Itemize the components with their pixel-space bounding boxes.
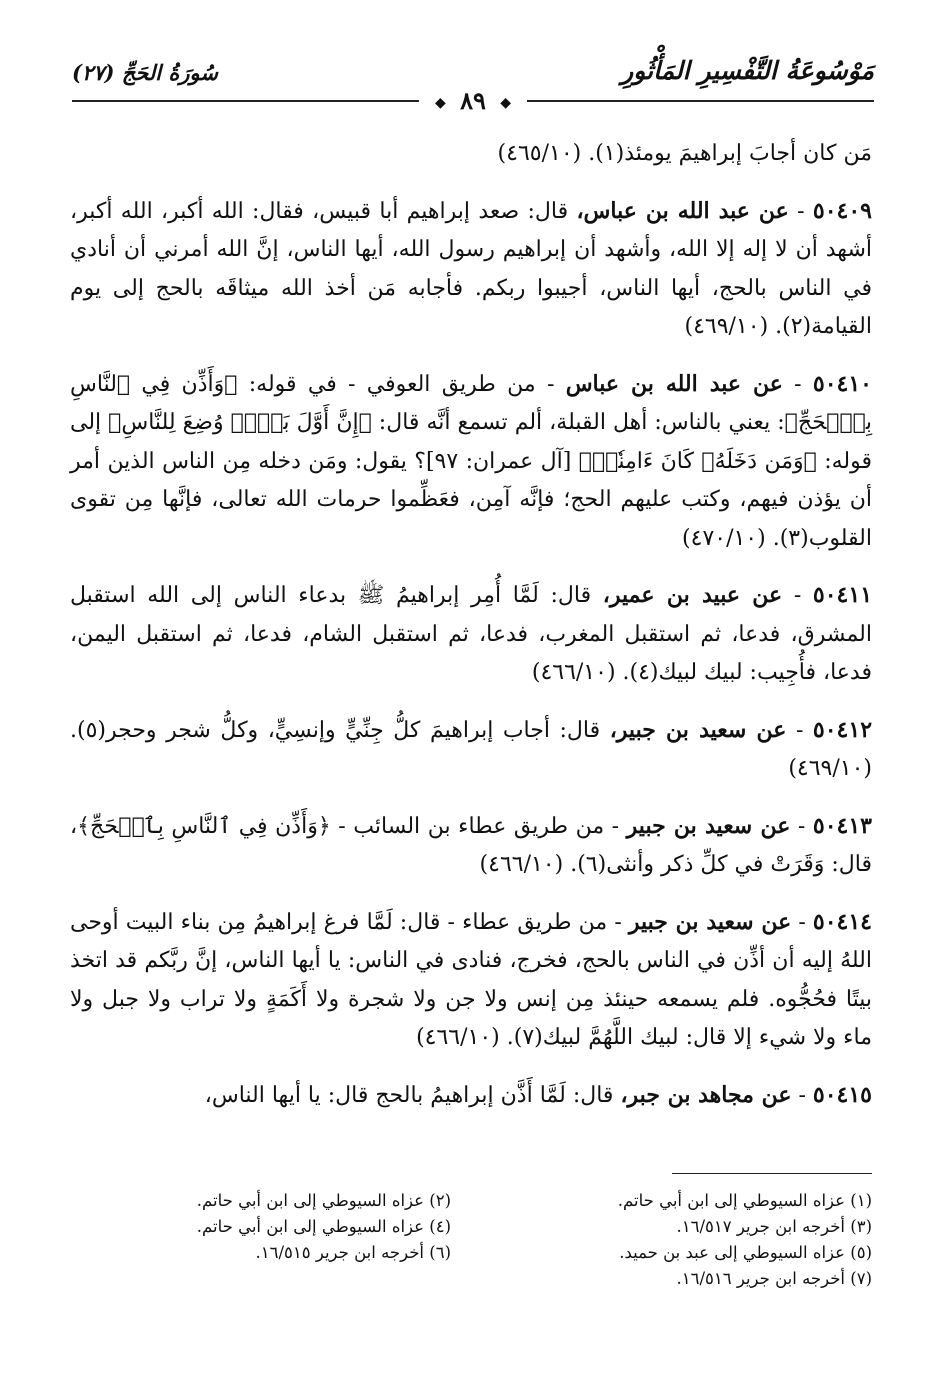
ornament-icon: ◆	[434, 94, 446, 111]
paragraph: ٥٠٤١٠ - عن عبد الله بن عباس - من طريق العوفي - في قوله: ﴿وَأَذِّن فِي ٱلنَّاسِ بِٱلۡحَجِّ﴾: يعني بالناس: أهل القبلة، ألم تسمع أنَّه قال: ﴿إِنَّ أَوَّلَ بَيۡتٖ وُضِعَ لِلنَّاسِ﴾ إلى قوله: ﴿وَمَن دَخَلَهُۥ كَانَ ءَامِنٗاۗ﴾ [آل عمران: ٩٧]؟ يقول: ومَن دخله مِن الناس الذين أمر أن يؤذن فيهم، وكتب عليهم الحج؛ فإنَّه آمِن، فعَظِّموا حرمات الله تعالى، فإنَّها مِن تقوى القلوب(٣). (٤٧٠/١٠)	[70, 370, 872, 551]
hadith-number: ٥٠٤١٠	[812, 370, 872, 397]
paragraph: ٥٠٤١٢ - عن سعيد بن جبير، قال: أجاب إبراهيمَ كلُّ جِنِّيٍّ وإنسِيٍّ، وكلُّ شجر وحجر(٥). (٤٦٩/١٠)	[70, 716, 873, 781]
paragraph	[70, 135, 872, 174]
paragraph: ٥٠٤١٥ - عن مجاهد بن جبر، قال: لَمَّا أَذَّن إبراهيمُ بالحج قال: يا أيها الناس،	[204, 1081, 872, 1108]
footnote: (٧) أخرجه ابن جرير ١٦/٥١٦.	[676, 1269, 872, 1288]
narrator-name: عن سعيد بن جبير	[626, 812, 791, 839]
paragraph-text: مَن كان أجابَ إبراهيمَ يومئذ(١). (٤٦٥/١٠)	[497, 141, 872, 166]
footnotes	[70, 1188, 872, 1292]
narrator-name: عن عبد الله بن عباس،	[576, 197, 789, 224]
page-number-block	[419, 86, 527, 115]
hadith-number: ٥٠٤١٤	[812, 908, 872, 935]
running-title-book: مَوْسُوعَةُ التَّفْسِيرِ المَأْثُورِ	[621, 56, 874, 85]
paragraph-text: - من طريق عطاء - قال: لَمَّا فرغ إبراهيمُ مِن بناء البيت أوحى اللهُ إليه أن أذِّن في الناس بالحج، فخرج، فنادى في الناس: يا أيها الناس، إنَّ ربَّكم قد اتخذ بيتًا فحُجُّوه. فلم يسمعه حينئذ مِن إنس ولا جن ولا شجرة ولا أَكَمَةٍ ولا تراب ولا جبل ولا ماء ولا شيء إلا قال: لبيك اللَّهُمَّ لبيك(٧). (٤٦٦/١٠)	[70, 909, 872, 1050]
paragraph: ٥٠٤١٤ - عن سعيد بن جبير - من طريق عطاء - قال: لَمَّا فرغ إبراهيمُ مِن بناء البيت أوحى اللهُ إليه أن أذِّن في الناس بالحج، فخرج، فنادى في الناس: يا أيها الناس، إنَّ ربَّكم قد اتخذ بيتًا فحُجُّوه. فلم يسمعه حينئذ مِن إنس ولا جن ولا شجرة ولا أَكَمَةٍ ولا تراب ولا جبل ولا ماء ولا شيء إلا قال: لبيك اللَّهُمَّ لبيك(٧). (٤٦٦/١٠)	[70, 908, 872, 1050]
ornament-icon: ◆	[500, 94, 512, 111]
narrator-name: عن سعيد بن جبير	[628, 908, 792, 935]
footnote: (٤) عزاه السيوطي إلى ابن أبي حاتم.	[196, 1217, 451, 1236]
body-text	[70, 135, 872, 1133]
paragraph-text: - من طريق العوفي - في قوله: ﴿وَأَذِّن فِي ٱلنَّاسِ بِٱلۡحَجِّ﴾: يعني بالناس: أهل القبلة، ألم تسمع أنَّه قال: ﴿إِنَّ أَوَّلَ بَيۡتٖ وُضِعَ لِلنَّاسِ﴾ إلى قوله: ﴿وَمَن دَخَلَهُۥ كَانَ ءَامِنٗاۗ﴾ [آل عمران: ٩٧]؟ يقول: ومَن دخله مِن الناس الذين أمر أن يؤذن فيهم، وكتب عليهم الحج؛ فإنَّه آمِن، فعَظِّموا حرمات الله تعالى، فإنَّها مِن تقوى القلوب(٣). (٤٧٠/١٠)	[70, 371, 872, 551]
paragraph-text: قال: لَمَّا أَذَّن إبراهيمُ بالحج قال: يا أيها الناس،	[204, 1082, 614, 1108]
paragraph: ٥٠٤١٣ - عن سعيد بن جبير - من طريق عطاء بن السائب - ﴿وَأَذِّن فِي ٱلنَّاسِ بِٱلۡحَجِّ﴾، قال: وَقَرَتْ في كلِّ ذكر وأنثى(٦). (٤٦٦/١٠)	[70, 812, 872, 877]
footnote: (٢) عزاه السيوطي إلى ابن أبي حاتم.	[196, 1191, 451, 1210]
footnote-rule	[672, 1173, 872, 1174]
hadith-number: ٥٠٤٠٩	[812, 197, 872, 224]
narrator-name: عن سعيد بن جبير،	[609, 716, 787, 743]
footnote: (٣) أخرجه ابن جرير ١٦/٥١٧.	[676, 1217, 872, 1236]
narrator-name: عن مجاهد بن جبر،	[620, 1081, 792, 1108]
paragraph-text: قال: لَمَّا أُمِر إبراهيمُ ﷺ بدعاء الناس إلى الله استقبل المشرق، فدعا، ثم استقبل المغرب، فدعا، ثم استقبل الشام، فدعا، ثم استقبل اليمن، فدعا، فأُجِيب: لبيك لبيك(٤). (٤٦٦/١٠)	[70, 583, 872, 685]
narrator-name: عن عبيد بن عمير،	[602, 582, 783, 608]
footnote: (٦) أخرجه ابن جرير ١٦/٥١٥.	[255, 1243, 451, 1262]
paragraph-text: - من طريق عطاء بن السائب - ﴿وَأَذِّن فِي ٱلنَّاسِ بِٱلۡحَجِّ﴾، قال: وَقَرَتْ في كلِّ ذكر وأنثى(٦). (٤٦٦/١٠)	[70, 813, 872, 877]
footnote: (٥) عزاه السيوطي إلى عبد بن حميد.	[619, 1243, 872, 1262]
hadith-number: ٥٠٤١٢	[812, 716, 873, 743]
paragraph-text: قال: أجاب إبراهيمَ كلُّ جِنِّيٍّ وإنسِيٍّ، وكلُّ شجر وحجر(٥). (٤٦٩/١٠)	[70, 717, 872, 781]
narrator-name: عن عبد الله بن عباس	[565, 370, 783, 397]
paragraph: ٥٠٤٠٩ - عن عبد الله بن عباس، قال: صعد إبراهيم أبا قبيس، فقال: الله أكبر، الله أكبر، أشهد أن لا إله إلا الله، وأشهد أن إبراهيم رسول الله، أيها الناس، إنَّ الله أمرني أن أنادي في الناس بالحج، أيها الناس، أجيبوا ربكم. فأجابه مَن أخذ الله ميثاقَه بالحج إلى يوم القيامة(٢). (٤٦٩/١٠)	[70, 197, 872, 339]
hadith-number: ٥٠٤١١	[812, 582, 873, 608]
page-number: ٨٩	[460, 86, 486, 115]
running-title-surah: سُورَةُ الحَجِّ (٢٧)	[72, 60, 218, 85]
hadith-number: ٥٠٤١٥	[812, 1081, 872, 1108]
paragraph-text: قال: صعد إبراهيم أبا قبيس، فقال: الله أكبر، الله أكبر، أشهد أن لا إله إلا الله، وأشهد أن إبراهيم رسول الله، أيها الناس، إنَّ الله أمرني أن أنادي في الناس بالحج، أيها الناس، أجيبوا ربكم. فأجابه مَن أخذ الله ميثاقَه بالحج إلى يوم القيامة(٢). (٤٦٩/١٠)	[70, 198, 872, 339]
footnote: (١) عزاه السيوطي إلى ابن أبي حاتم.	[617, 1191, 872, 1210]
page-header	[72, 48, 874, 115]
paragraph: ٥٠٤١١ - عن عبيد بن عمير، قال: لَمَّا أُمِر إبراهيمُ ﷺ بدعاء الناس إلى الله استقبل المشرق، فدعا، ثم استقبل المغرب، فدعا، ثم استقبل الشام، فدعا، ثم استقبل اليمن، فدعا، فأُجِيب: لبيك لبيك(٤). (٤٦٦/١٠)	[70, 582, 873, 685]
hadith-number: ٥٠٤١٣	[812, 812, 872, 839]
